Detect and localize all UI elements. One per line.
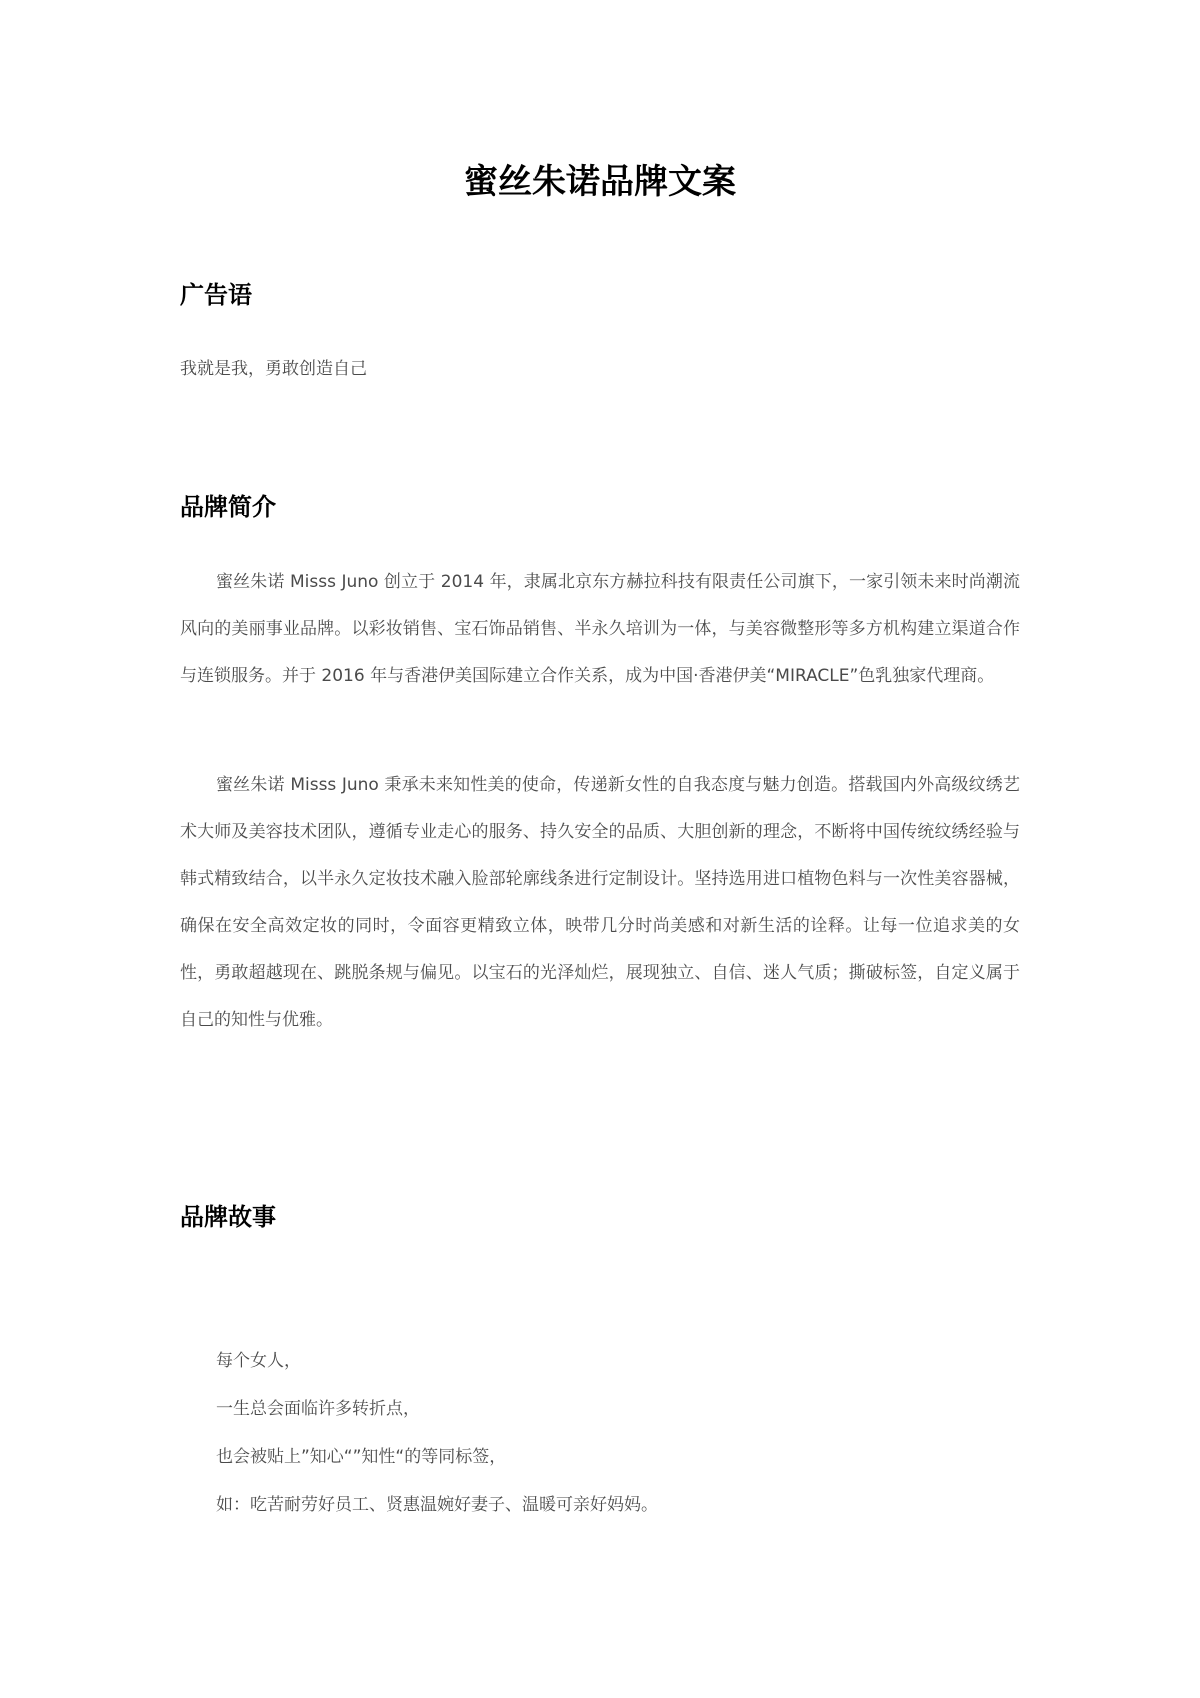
- page-title: 蜜丝朱诺品牌文案: [464, 162, 736, 202]
- intro-paragraph-1: 蜜丝朱诺 Misss Juno 创立于 2014 年，隶属北京东方赫拉科技有限责任公司旗下，一家引领未来时尚潮流风向的美丽事业品牌。以彩妆销售、宝石饰品销售、半永久培训为一体，与美容微整形等多方机构建立渠道合作与连锁服务。并于 2016 年与香港伊美国际建立合作关系，成为中国·香港伊美“MIRACLE”色乳独家代理商。: [180, 572, 1020, 686]
- story-line-4: 如：吃苦耐劳好员工、贤惠温婉好妻子、温暖可亲好妈妈。: [216, 1495, 658, 1515]
- intro-paragraph-2: 蜜丝朱诺 Misss Juno 秉承未来知性美的使命，传递新女性的自我态度与魅力创造。搭载国内外高级纹绣艺术大师及美容技术团队，遵循专业走心的服务、持久安全的品质、大胆创新的理念，不断将中国传统纹绣经验与韩式精致结合，以半永久定妆技术融入脸部轮廓线条进行定制设计。坚持选用进口植物色料与一次性美容器械，确保在安全高效定妆的同时，令面容更精致立体，映带几分时尚美感和对新生活的诠释。让每一位追求美的女性，勇敢超越现在、跳脱条规与偏见。以宝石的光泽灿烂，展现独立、自信、迷人气质；撕破标签，自定义属于自己的知性与优雅。: [180, 775, 1020, 1030]
- slogan-text: 我就是我，勇敢创造自己: [180, 359, 367, 379]
- story-line-2: 一生总会面临许多转折点，: [216, 1399, 420, 1419]
- story-line-3: 也会被贴上”知心“”知性“的等同标签，: [216, 1447, 507, 1467]
- slogan-heading: 广告语: [180, 281, 252, 309]
- story-heading: 品牌故事: [180, 1203, 276, 1231]
- story-line-1: 每个女人，: [216, 1351, 301, 1371]
- intro-heading: 品牌简介: [180, 493, 276, 521]
